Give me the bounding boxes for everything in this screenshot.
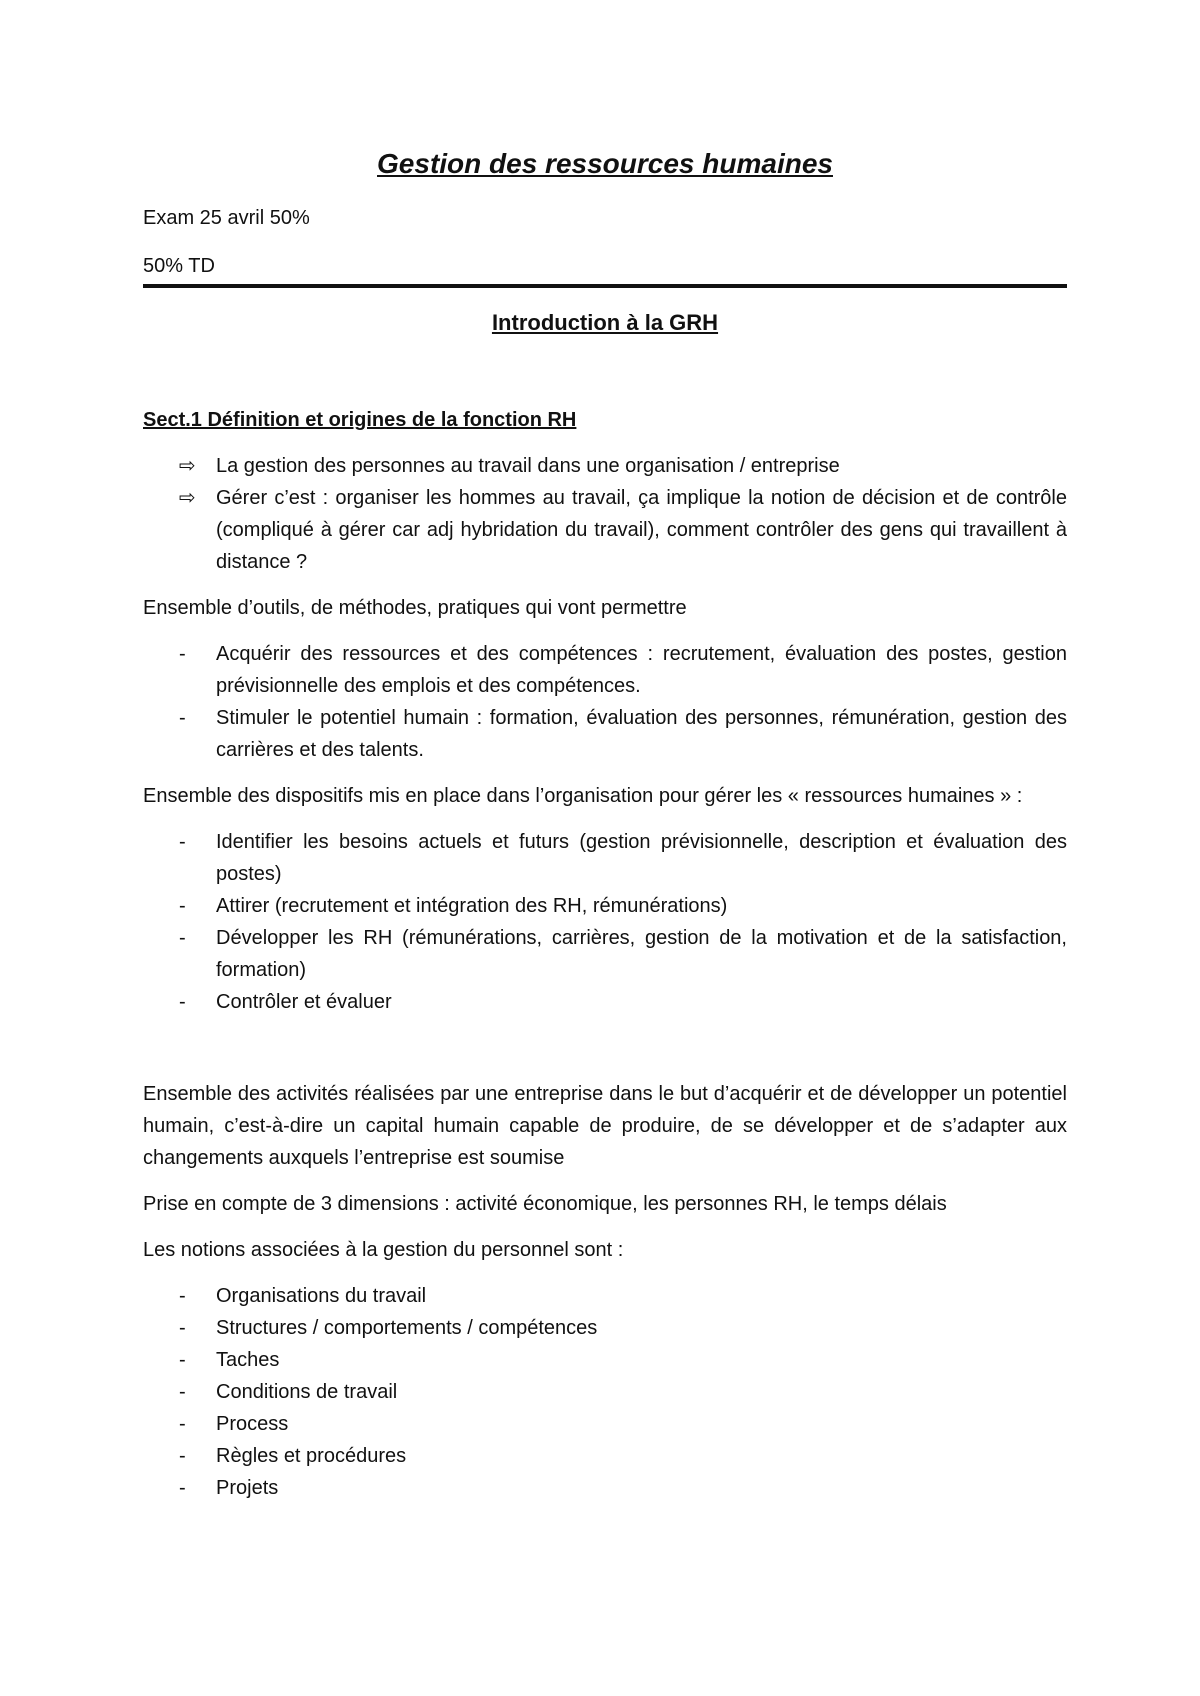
list-item-text: Taches: [216, 1349, 280, 1371]
dash-bullet: -: [179, 643, 186, 665]
list-item: [143, 890, 1067, 922]
arrow-list: [143, 450, 1067, 578]
td-info-line: 50% TD: [143, 255, 215, 277]
dash-bullet: -: [179, 1445, 186, 1467]
list-item-text: Stimuler le potentiel humain : formation, évaluation des personnes, rémunération, gestion des carrières et des talents.: [216, 707, 1067, 761]
list-item-text: Gérer c’est : organiser les hommes au travail, ça implique la notion de décision et de contrôle (compliqué à gérer car adj hybridation du travail), comment contrôler des gens qui travaillent à distance ?: [216, 487, 1067, 573]
list-item: [143, 922, 1067, 986]
list-item: [143, 1440, 1067, 1472]
list-item: [143, 1344, 1067, 1376]
list-item-text: Identifier les besoins actuels et futurs (gestion prévisionnelle, description et évaluation des postes): [216, 831, 1067, 885]
dash-bullet: -: [179, 927, 186, 949]
list-item-text: Process: [216, 1413, 289, 1435]
list-item: [143, 1472, 1067, 1504]
list-item-text: La gestion des personnes au travail dans une organisation / entreprise: [216, 455, 840, 477]
list-item-text: Structures / comportements / compétences: [216, 1317, 598, 1339]
section-heading: Sect.1 Définition et origines de la fonction RH: [143, 409, 577, 431]
list-item-text: Attirer (recrutement et intégration des RH, rémunérations): [216, 895, 728, 917]
dash-bullet: -: [179, 1477, 186, 1499]
paragraph-notions: Les notions associées à la gestion du personnel sont :: [143, 1239, 624, 1261]
dash-bullet: -: [179, 1349, 186, 1371]
list-item: [143, 638, 1067, 702]
dash-bullet: -: [179, 831, 186, 853]
dispositifs-list: [143, 826, 1067, 1018]
exam-info-line: Exam 25 avril 50%: [143, 207, 310, 229]
paragraph-activites: Ensemble des activités réalisées par une entreprise dans le but d’acquérir et de développer un potentiel humain, c’est-à-dire un capital humain capable de produire, de se développer et de s’adapter aux changements auxquels l’entreprise est soumise: [143, 1083, 1067, 1169]
vertical-spacer: [143, 1032, 1067, 1078]
dash-bullet: -: [179, 707, 186, 729]
paragraph-outils: Ensemble d’outils, de méthodes, pratiques qui vont permettre: [143, 597, 687, 619]
outils-list: [143, 638, 1067, 766]
dash-bullet: -: [179, 895, 186, 917]
list-item: [143, 986, 1067, 1018]
dash-bullet: -: [179, 991, 186, 1013]
dash-bullet: -: [179, 1381, 186, 1403]
list-item-text: Conditions de travail: [216, 1381, 398, 1403]
list-item: [143, 1312, 1067, 1344]
arrow-bullet-icon: ⇨: [179, 487, 196, 509]
arrow-bullet-icon: ⇨: [179, 455, 196, 477]
dash-bullet: -: [179, 1317, 186, 1339]
list-item-text: Projets: [216, 1477, 279, 1499]
dash-bullet: -: [179, 1413, 186, 1435]
introduction-title: Introduction à la GRH: [491, 310, 719, 335]
list-item: [143, 1376, 1067, 1408]
list-item-text: Règles et procédures: [216, 1445, 407, 1467]
notions-list: [143, 1280, 1067, 1504]
dash-bullet: -: [179, 1285, 186, 1307]
list-item: [143, 450, 1067, 482]
list-item-text: Contrôler et évaluer: [216, 991, 392, 1013]
list-item: [143, 482, 1067, 578]
horizontal-rule: [143, 284, 1067, 288]
document-title: Gestion des ressources humaines: [377, 148, 833, 179]
list-item: [143, 1280, 1067, 1312]
list-item-text: Développer les RH (rémunérations, carrières, gestion de la motivation et de la satisfaction, formation): [216, 927, 1067, 981]
list-item-text: Acquérir des ressources et des compétences : recrutement, évaluation des postes, gestion prévisionnelle des emplois et des compétences.: [216, 643, 1067, 697]
list-item: [143, 826, 1067, 890]
list-item: [143, 702, 1067, 766]
list-item-text: Organisations du travail: [216, 1285, 427, 1307]
section-1-content: [143, 404, 1067, 1518]
list-item: [143, 1408, 1067, 1440]
paragraph-dispositifs: Ensemble des dispositifs mis en place dans l’organisation pour gérer les « ressources humaines » :: [143, 785, 1023, 807]
paragraph-dimensions: Prise en compte de 3 dimensions : activité économique, les personnes RH, le temps délais: [143, 1193, 947, 1215]
